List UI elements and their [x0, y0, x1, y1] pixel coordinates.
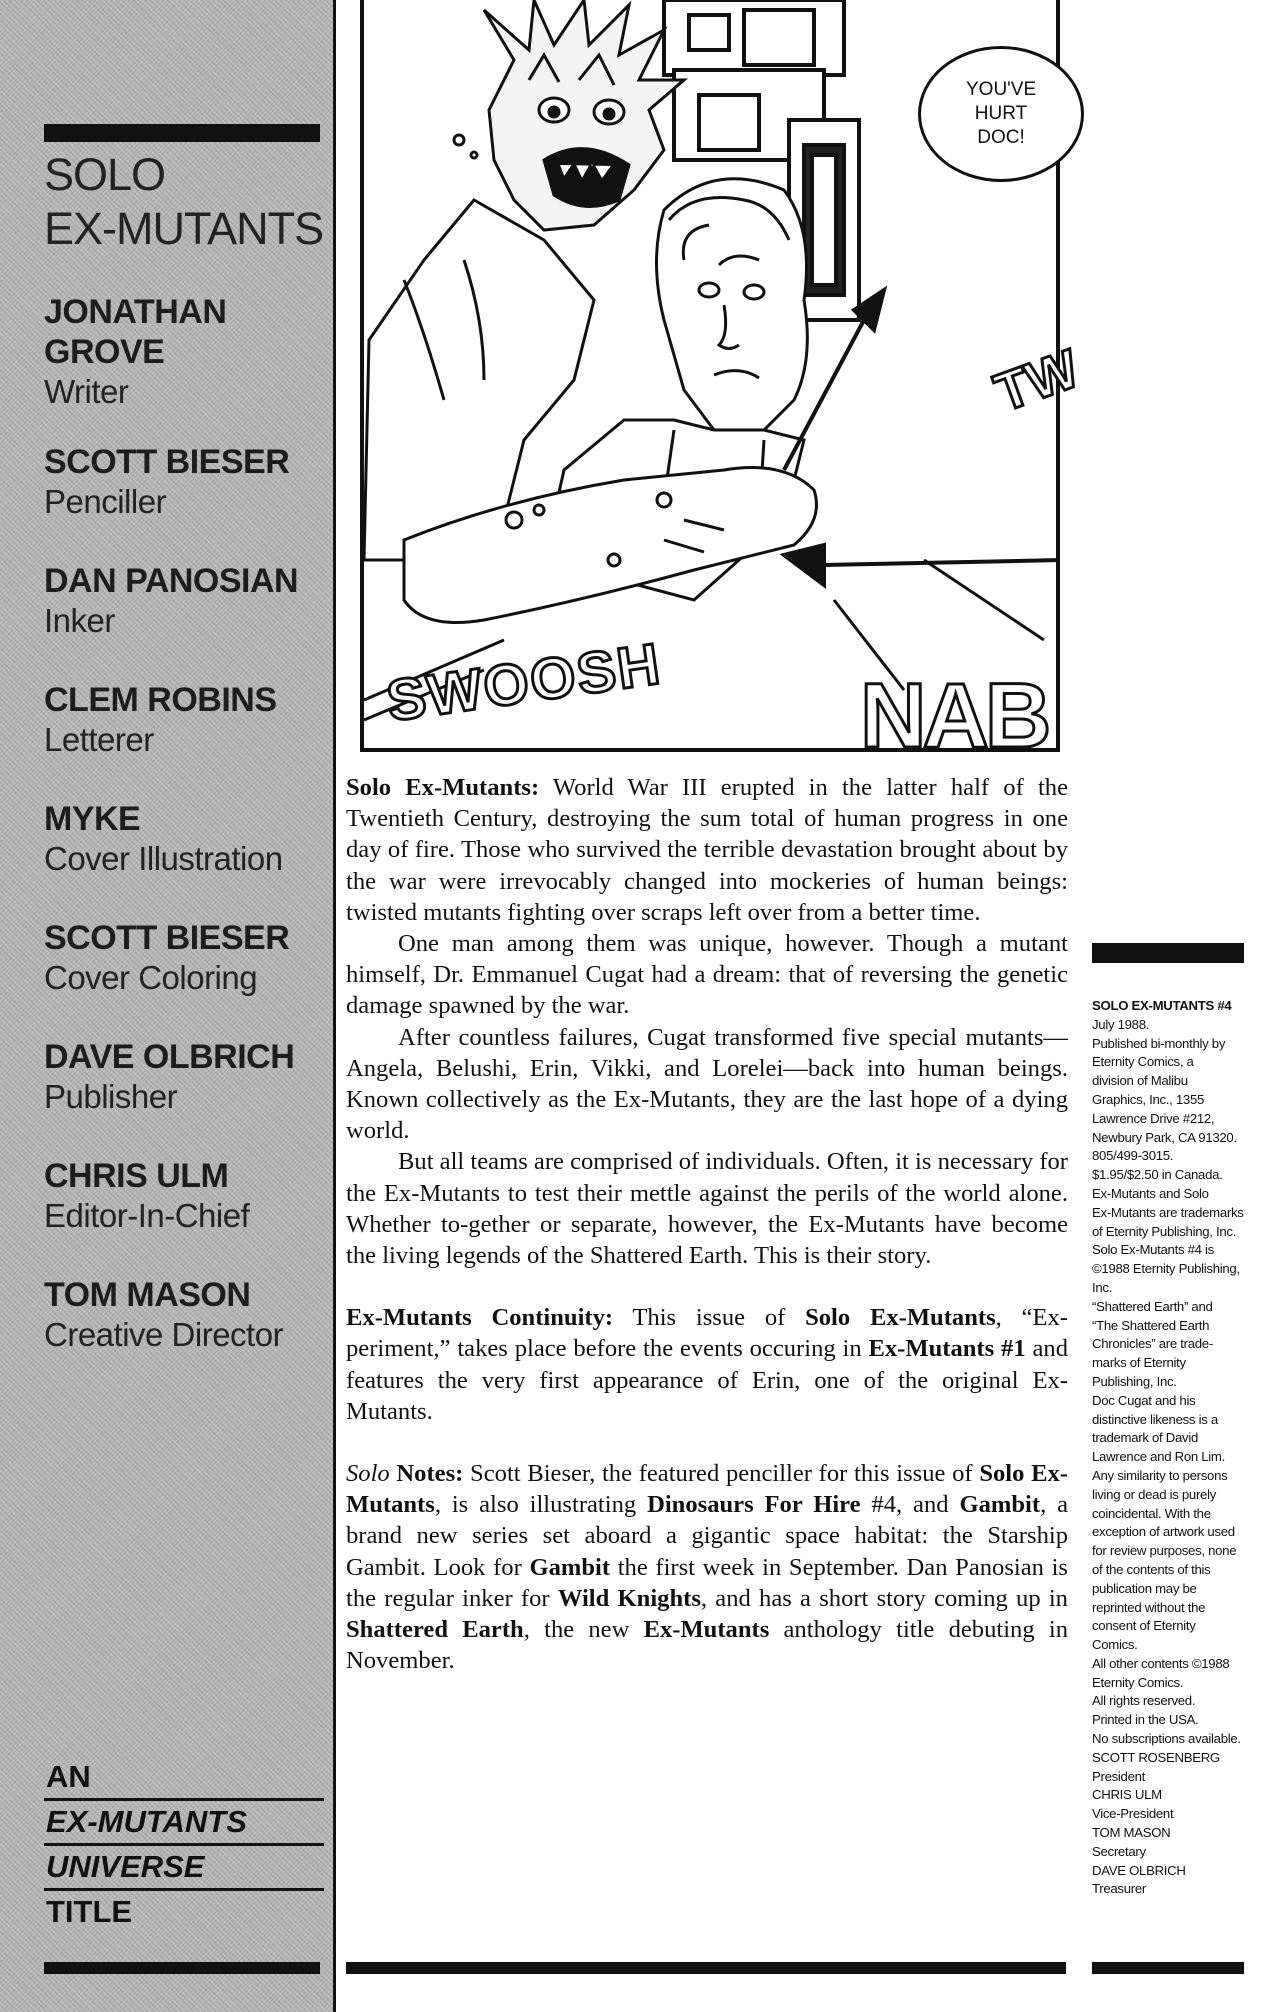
indicia-line: President [1092, 1768, 1146, 1784]
credits-list [44, 292, 329, 1394]
credit-name-line2: GROVE [44, 333, 165, 371]
indicia-line: division of Malibu [1092, 1073, 1188, 1089]
article-text: , is also illustrating [434, 1491, 648, 1519]
indicia-line: Inc. [1092, 1279, 1113, 1295]
article-bold: Gambit [959, 1491, 1041, 1519]
sidebar-title-line1: SOLO [44, 149, 166, 200]
article-bold: Ex-Mutants #1 [868, 1335, 1026, 1363]
indicia-line: Vice-President [1092, 1806, 1174, 1822]
sidebar-top-bar [44, 124, 320, 142]
indicia-line: Lawrence and Ron Lim. [1092, 1449, 1225, 1465]
article-bold: Shattered Earth [346, 1616, 524, 1644]
indicia-line: for review purposes, none [1092, 1543, 1237, 1559]
indicia-line: ©1988 Eternity Publishing, [1092, 1261, 1240, 1277]
indicia-line: Doc Cugat and his [1092, 1392, 1196, 1408]
article-bold: Dinosaurs For Hire [647, 1491, 861, 1519]
sidebar-title [44, 148, 323, 256]
credit-name: DAN PANOSIAN [44, 562, 299, 600]
indicia-line: All rights reserved. [1092, 1693, 1196, 1709]
credit-role: Cover Illustration [44, 840, 283, 877]
indicia-line: distinctive likeness is a [1092, 1411, 1218, 1427]
article-paragraph-intro [346, 772, 1068, 928]
article-bold: Gambit [529, 1553, 611, 1581]
universe-line: TITLE [46, 1894, 133, 1929]
indicia-line: Lawrence Drive #212, [1092, 1110, 1215, 1126]
credit-cover-illustration [44, 799, 329, 918]
indicia-line: Newbury Park, CA 91320. [1092, 1129, 1237, 1145]
speech-bubble-text: YOU'VE HURT DOC! [966, 79, 1037, 148]
indicia-line: Any similarity to persons [1092, 1467, 1228, 1483]
arrow-illustration [784, 290, 1060, 585]
indicia-line: reprinted without the [1092, 1599, 1206, 1615]
article-text: , “Ex-periment,” takes place before the events occuring in [346, 1304, 1068, 1363]
indicia-line: No subscriptions available. [1092, 1731, 1241, 1747]
article-text: the first week in September. Dan Panosian is the regular inker for [346, 1553, 1068, 1612]
credit-role: Editor-In-Chief [44, 1197, 250, 1234]
indicia-lines [1092, 1016, 1276, 1899]
article-text: This issue of [613, 1304, 806, 1332]
indicia-line: coincidental. With the [1092, 1505, 1211, 1521]
indicia-column [1092, 943, 1276, 1899]
article-paragraph: One man among them was unique, however. Though a mutant himself, Dr. Emmanuel Cugat had a dream: that of reversing the genetic damage spawned by the war. [346, 930, 1068, 1020]
article-bold: Solo Ex-Mutants [346, 1460, 1068, 1519]
indicia-line: TOM MASON [1092, 1825, 1171, 1841]
credit-role: Penciller [44, 483, 167, 520]
credit-name: MYKE [44, 800, 141, 838]
article-bold: Solo Ex-Mutants [805, 1304, 996, 1332]
credit-name: SCOTT BIESER [44, 443, 290, 481]
universe-tag [44, 1756, 324, 1933]
universe-line: AN [44, 1756, 324, 1801]
article-bold: Wild Knights [557, 1584, 701, 1612]
indicia-top-bar [1092, 943, 1244, 963]
credit-role: Publisher [44, 1078, 178, 1115]
credits-sidebar [0, 0, 336, 2012]
indicia-line: Chronicles” are trade- [1092, 1336, 1213, 1352]
indicia-line: July 1988. [1092, 1016, 1150, 1032]
indicia-line: 805/499-3015. [1092, 1148, 1174, 1164]
article-text: anthology title debuting in November. [346, 1616, 1068, 1675]
continuity-lead: Ex-Mutants Continuity: [346, 1304, 614, 1332]
article-bold: Ex-Mutants [643, 1616, 770, 1644]
credit-role: Creative Director [44, 1316, 284, 1353]
indicia-line: exception of artwork used [1092, 1524, 1235, 1540]
indicia-line: Publishing, Inc. [1092, 1373, 1177, 1389]
indicia-line: DAVE OLBRICH [1092, 1862, 1186, 1878]
indicia-line: Ex-Mutants are trademarks [1092, 1204, 1244, 1220]
indicia-line: marks of Eternity [1092, 1355, 1186, 1371]
indicia-line: Secretary [1092, 1843, 1146, 1859]
credit-penciller [44, 442, 329, 561]
article-bottom-bar [346, 1962, 1066, 1974]
sidebar-bottom-bar [44, 1962, 320, 1974]
sfx-tw: TW [987, 338, 1087, 424]
indicia-line: publication may be [1092, 1580, 1197, 1596]
article-text: , a brand new series set aboard a gigantic space habitat: the Starship Gambit. Look for [346, 1491, 1069, 1581]
indicia-bottom-bar [1092, 1962, 1244, 1974]
indicia-line: “The Shattered Earth [1092, 1317, 1210, 1333]
indicia-line: Published bi-monthly by [1092, 1035, 1226, 1051]
indicia-line: living or dead is purely [1092, 1486, 1217, 1502]
article-text: and features the very first appearance of Erin, one of the original Ex-Mutants. [346, 1335, 1068, 1425]
credit-inker [44, 561, 329, 680]
universe-line: UNIVERSE [44, 1846, 324, 1891]
article-text: , the new [523, 1616, 644, 1644]
universe-line: EX-MUTANTS [44, 1801, 324, 1846]
credit-creative-director [44, 1275, 329, 1394]
article-text: #4, and [860, 1491, 960, 1519]
credit-name: DAVE OLBRICH [44, 1038, 295, 1076]
continuity-paragraph [346, 1302, 1068, 1427]
indicia-line: Eternity Comics, a [1092, 1054, 1194, 1070]
credit-role: Letterer [44, 721, 154, 758]
indicia-line: $1.95/$2.50 in Canada. [1092, 1167, 1223, 1183]
indicia-line: Graphics, Inc., 1355 [1092, 1091, 1205, 1107]
indicia-line: trademark of David [1092, 1430, 1199, 1446]
credit-editor-in-chief [44, 1156, 329, 1275]
indicia-line: Comics. [1092, 1637, 1138, 1653]
article-body [346, 772, 1068, 1676]
indicia-line: of Eternity Publishing, Inc. [1092, 1223, 1237, 1239]
sfx-swoosh: SWOOSH [382, 631, 666, 735]
credit-name: CHRIS ULM [44, 1157, 229, 1195]
indicia-line: Treasurer [1092, 1881, 1146, 1897]
indicia-line: Ex-Mutants and Solo [1092, 1185, 1209, 1201]
indicia-line: CHRIS ULM [1092, 1787, 1162, 1803]
notes-lead: Notes: [389, 1460, 464, 1488]
article-paragraph: After countless failures, Cugat transformed five special mutants—Angela, Belushi, Erin, Vikki, and Lorelei—back into human beings. Known collectively as the Ex-Mutants, they are the last hope of a dying world. [346, 1023, 1068, 1145]
credit-writer [44, 292, 329, 442]
article-paragraph: But all teams are comprised of individuals. Often, it is necessary for the Ex-Mutants to test their mettle against the perils of the world alone. Whether to-gether or separate, however, the Ex-Mutants have become the living legends of the Shattered Earth. This is their story. [346, 1148, 1068, 1270]
article-text: Scott Bieser, the featured penciller for this issue of [463, 1460, 980, 1488]
indicia-line: “Shattered Earth” and [1092, 1298, 1213, 1314]
credit-name: SCOTT BIESER [44, 919, 290, 957]
indicia-line: of the contents of this [1092, 1561, 1211, 1577]
credit-role: Cover Coloring [44, 959, 258, 996]
article-text: , and has a short story coming up in [700, 1584, 1068, 1612]
credit-role: Writer [44, 373, 129, 410]
indicia-line: SCOTT ROSENBERG [1092, 1749, 1220, 1765]
credit-role: Inker [44, 602, 115, 639]
indicia-line: Printed in the USA. [1092, 1712, 1199, 1728]
notes-lead-italic: Solo [346, 1460, 390, 1488]
indicia-line: Eternity Comics. [1092, 1674, 1184, 1690]
speech-bubble [918, 46, 1084, 182]
credit-name: TOM MASON [44, 1276, 251, 1314]
credit-name: CLEM ROBINS [44, 681, 277, 719]
indicia-line: Solo Ex-Mutants #4 is [1092, 1242, 1214, 1258]
article-lead: Solo Ex-Mutants: [346, 774, 540, 801]
credit-cover-coloring [44, 918, 329, 1037]
indicia-heading: SOLO EX-MUTANTS #4 [1092, 998, 1232, 1013]
indicia-line: All other contents ©1988 [1092, 1655, 1230, 1671]
credit-publisher [44, 1037, 329, 1156]
credit-letterer [44, 680, 329, 799]
sidebar-title-line2: EX-MUTANTS [44, 203, 324, 254]
notes-paragraph [346, 1458, 1068, 1676]
indicia-line: consent of Eternity [1092, 1618, 1196, 1634]
sfx-nab: NAB [860, 665, 1048, 767]
credit-name: JONATHAN [44, 293, 227, 331]
article-text: World War III erupted in the latter half of the Twentieth Century, destroying the sum total of human progress in one day of fire. Those who survived the terrible devastation brought about by the war were irrevocably changed into mockeries of human beings: twisted mutants fighting over scraps left over from a better time. [346, 774, 1068, 926]
